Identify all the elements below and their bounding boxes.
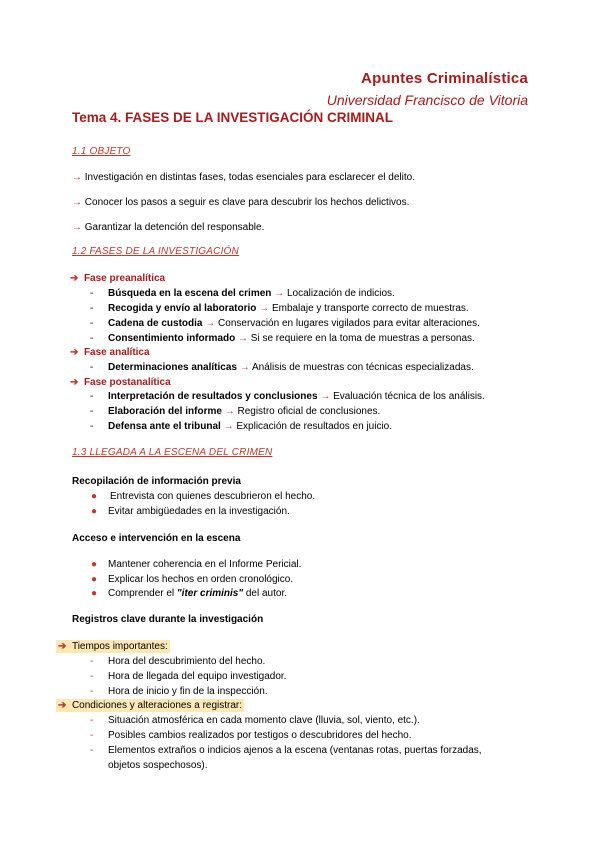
section-heading-fases: 1.2 FASES DE LA INVESTIGACIÓN [72,246,239,257]
bullet-icon: ● [91,559,98,570]
bullet-icon: ● [91,491,98,502]
dash: - [90,391,94,402]
list-item-continuation: objetos sospechosos). [108,760,208,771]
arrow-icon: → [72,172,82,183]
list-item: Posibles cambios realizados por testigos o descubridores del hecho. [108,730,412,741]
bullet-icon: ● [91,506,98,517]
list-item: Comprender el "iter criminis" del autor. [108,588,288,599]
list-item: Elementos extraños o indicios ajenos a la escena (ventanas rotas, puertas forzadas, [108,745,482,756]
objeto-text: Conocer los pasos a seguir es clave para descubrir los hechos delictivos. [84,197,410,208]
arrow-right-icon: ➔ [70,377,79,388]
phase-item: Defensa ante el tribunal → Explicación de resultados en juicio. [108,421,393,432]
phase-item: Determinaciones analíticas → Análisis de muestras con técnicas especializadas. [108,362,474,373]
group-tiempos: ➔ Tiempos importantes: [58,641,168,652]
phase-item: Recogida y envío al laboratorio → Embalaje y transporte correcto de muestras. [108,303,469,314]
arrow-icon: → [72,197,82,208]
dash: - [90,288,94,299]
dash: - [90,406,94,417]
group-condiciones: ➔ Condiciones y alteraciones a registrar: [58,700,243,711]
header-subtitle: Universidad Francisco de Vitoria [326,92,528,108]
dash: - [90,730,94,741]
subheading-acceso: Acceso e intervención en la escena [72,533,241,544]
bullet-icon: ● [91,588,98,599]
phase-item: Búsqueda en la escena del crimen → Localización de indicios. [108,288,395,299]
phase-item: Consentimiento informado → Si se requiere en la toma de muestras a personas. [108,333,475,344]
dash: - [90,421,94,432]
tema-title: Tema 4. FASES DE LA INVESTIGACIÓN CRIMINAL [72,110,394,125]
list-item: Hora de llegada del equipo investigador. [108,671,287,682]
section-heading-llegada: 1.3 LLEGADA A LA ESCENA DEL CRIMEN [72,447,273,458]
arrow-right-icon: ➔ [58,700,67,711]
list-item: Hora del descubrimiento del hecho. [108,656,266,667]
phase-analitica: ➔ Fase analítica [70,347,150,358]
objeto-line [72,197,409,208]
dash: - [90,686,94,697]
header-title: Apuntes Criminalística [361,70,528,87]
objeto-text: Investigación en distintas fases, todas esenciales para esclarecer el delito. [84,172,415,183]
list-item: Mantener coherencia en el Informe Pericial. [108,559,302,570]
phase-preanalitica: ➔ Fase preanalítica [70,273,166,284]
subheading-registros: Registros clave durante la investigación [72,614,264,625]
section-heading-objeto: 1.1 OBJETO [72,146,131,157]
list-item: Hora de inicio y fin de la inspección. [108,686,268,697]
arrow-right-icon: ➔ [58,641,67,652]
phase-postanalitica: ➔ Fase postanalítica [70,377,171,388]
dash: - [90,303,94,314]
phase-item: Elaboración del informe → Registro oficial de conclusiones. [108,406,381,417]
arrow-right-icon: ➔ [70,273,79,284]
dash: - [90,671,94,682]
arrow-icon: → [72,222,82,233]
list-item: Entrevista con quienes descubrieron el hecho. [110,491,316,502]
bullet-icon: ● [91,574,98,585]
dash: - [90,715,94,726]
dash: - [90,333,94,344]
dash: - [90,656,94,667]
list-item: Evitar ambigüedades en la investigación. [108,506,290,517]
objeto-line [72,222,264,233]
dash: - [90,318,94,329]
arrow-right-icon: ➔ [70,347,79,358]
subheading-recopilacion: Recopilación de información previa [72,476,241,487]
list-item: Explicar los hechos en orden cronológico. [108,574,294,585]
objeto-text: Garantizar la detención del responsable. [84,222,265,233]
phase-item: Cadena de custodia → Conservación en lugares vigilados para evitar alteraciones. [108,318,480,329]
list-item: Situación atmosférica en cada momento clave (lluvia, sol, viento, etc.). [108,715,420,726]
dash: - [90,745,94,756]
objeto-line [72,172,415,183]
phase-item: Interpretación de resultados y conclusiones → Evaluación técnica de los análisis. [108,391,485,402]
dash: - [90,362,94,373]
